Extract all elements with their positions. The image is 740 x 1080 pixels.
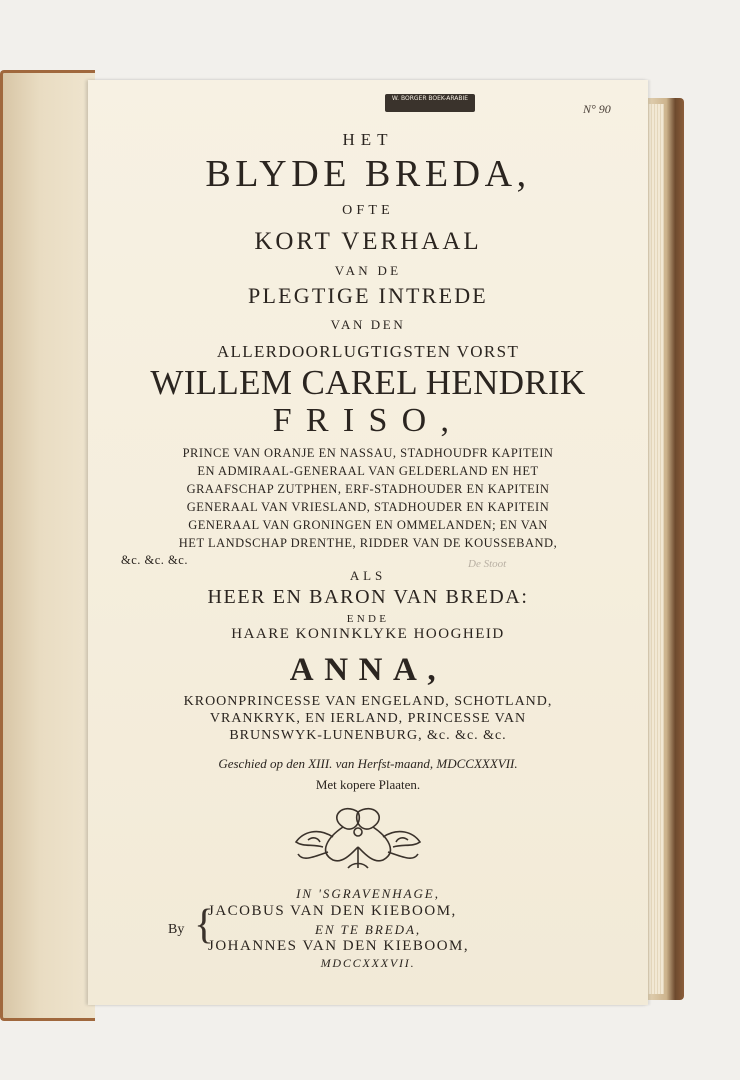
ende: ENDE [346,613,390,625]
title-ofte: OFTE [342,203,394,218]
title-blyde-breda: BLYDE BREDA, [205,153,531,195]
anna: ANNA, [289,652,447,688]
kroon-line: BRUNSWYK-LUNENBURG, &c. &c. &c. [229,728,507,743]
brace-glyph: { [194,902,215,948]
title-name: WILLEM CAREL HENDRIK [150,363,586,402]
kroon-line: VRANKRYK, EN IERLAND, PRINCESSE VAN [209,711,527,726]
heer-en-baron: HEER EN BARON VAN BREDA: [207,586,529,608]
kroon-line: KROONPRINCESSE VAN ENGELAND, SCHOTLAND, [183,694,553,709]
title-allerdoorlugtigsten: ALLERDOORLUGTIGSTEN VORST [216,342,520,361]
description-line: HET LANDSCHAP DRENTHE, RIDDER VAN DE KOUSSEBAND, [178,536,558,550]
title-friso: FRISO, [272,402,464,439]
title-plegtige-intrede: PLEGTIGE INTREDE [248,283,488,308]
met-kopere-plaaten: Met kopere Plaaten. [315,777,421,792]
title-het: HET [342,130,394,149]
description-line: PRINCE VAN ORANJE EN NASSAU, STADHOUDFR KAPITEIN [182,446,554,460]
imprint-printer-2: JOHANNES VAN DEN KIEBOOM, [208,938,470,954]
imprint-year: MDCCXXXVII. [320,956,416,970]
ornament-vignette [288,802,428,872]
als: ALS [349,568,387,583]
library-label: W. BORGER BOEK-ARABIE [385,94,475,112]
title-kort-verhaal: KORT VERHAAL [254,228,482,255]
imprint-printer-1: JACOBUS VAN DEN KIEBOOM, [208,903,457,919]
title-van-den: VAN DEN [330,317,406,332]
description-line: &c. &c. &c. [121,553,188,567]
imprint-place-1: IN 'SGRAVENHAGE, [296,886,440,901]
description-line: GRAAFSCHAP ZUTPHEN, ERF-STADHOUDER EN KAPITEIN [186,482,550,496]
title-van-de: VAN DE [334,263,402,278]
shelfmark: N° 90 [583,102,611,116]
description-line: GENERAAL VAN GRONINGEN EN OMMELANDEN; EN VAN [188,518,548,532]
description-line: EN ADMIRAAL-GENERAAL VAN GELDERLAND EN HET [197,464,539,478]
imprint-by: By [168,922,185,937]
left-board [0,70,95,1021]
title-page [88,80,648,1005]
geschied-line: Geschied op den XIII. van Herfst-maand, MDCCXXXVII. [218,756,518,771]
description-line: GENERAAL VAN VRIESLAND, STADHOUDER EN KAPITEIN [186,500,550,514]
haare-koninklyke: HAARE KONINKLYKE HOOGHEID [231,626,505,642]
imprint-place-2: EN TE BREDA, [314,922,422,937]
pencil-note: De Stoot [468,558,507,570]
